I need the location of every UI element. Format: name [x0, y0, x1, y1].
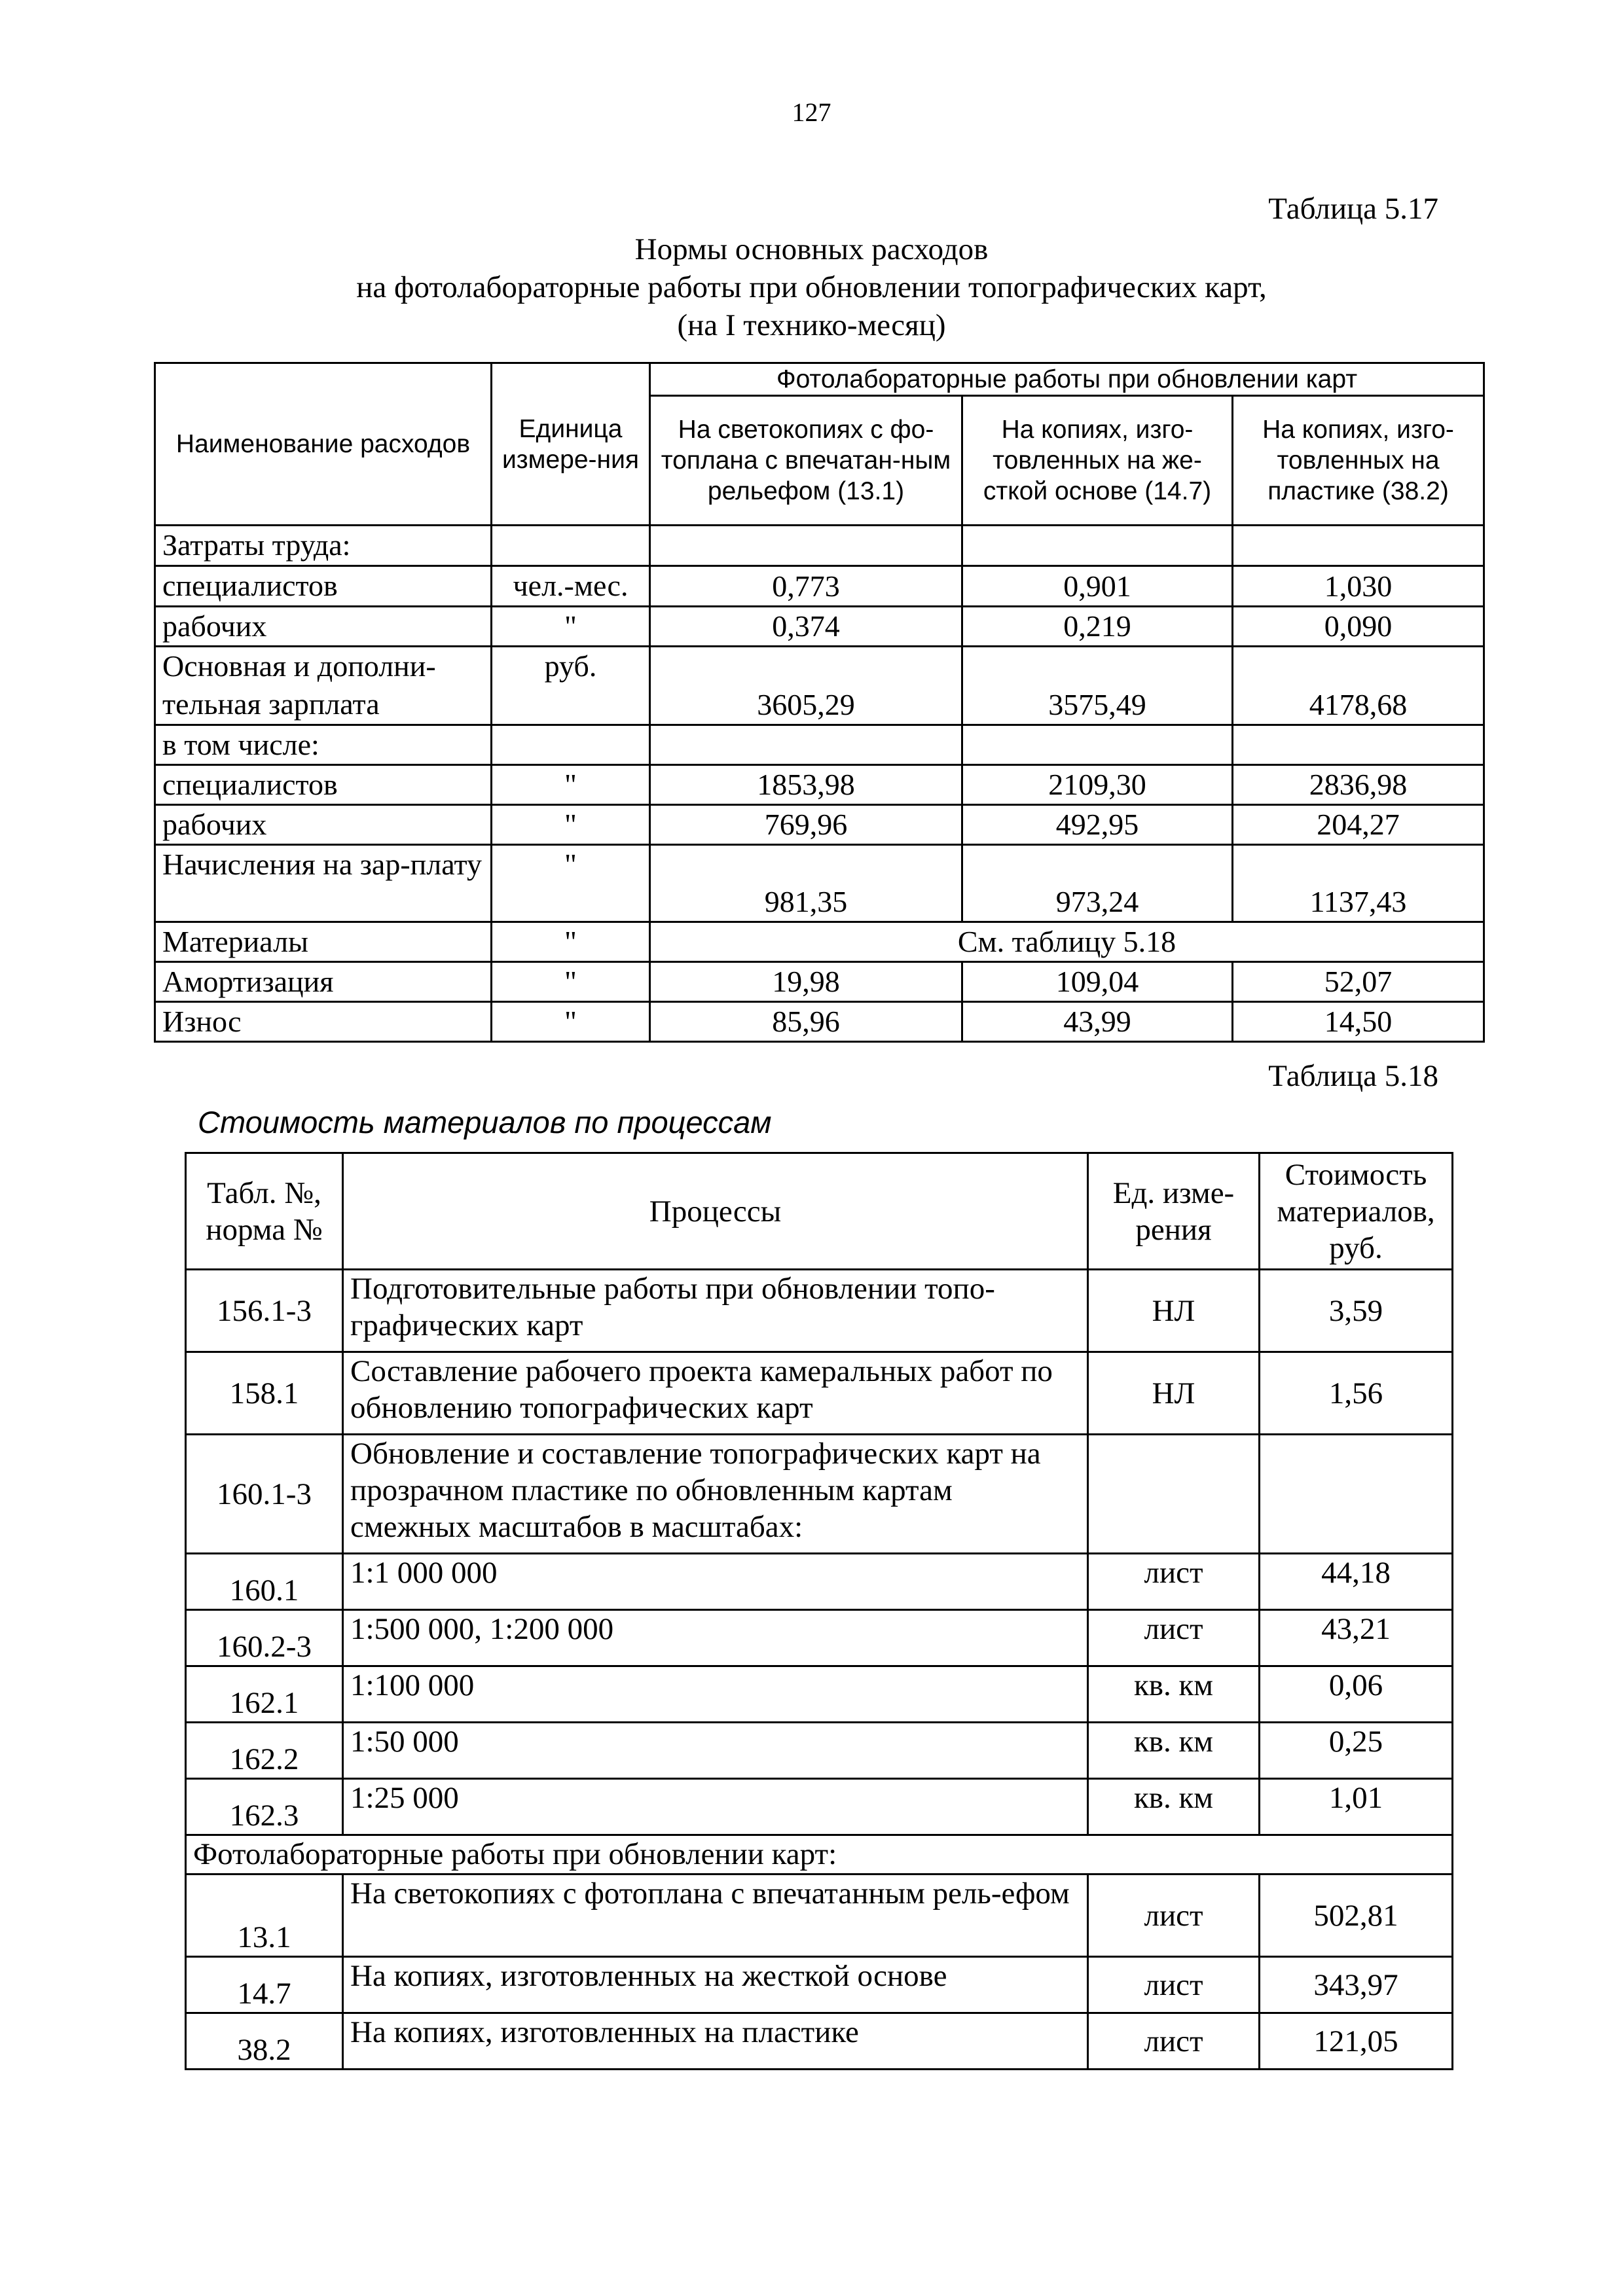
table-header-row	[155, 363, 1484, 396]
header-col2: На копиях, изго-товленных на же-сткой основе (14.7)	[962, 396, 1233, 526]
row-value-col2: 0,219	[962, 607, 1233, 647]
row-code: 160.1	[186, 1554, 343, 1610]
table-row	[186, 1554, 1453, 1610]
row-value-col3	[1233, 526, 1484, 566]
row-code: 13.1	[186, 1874, 343, 1957]
row-cost: 43,21	[1260, 1610, 1453, 1666]
row-code: 160.1-3	[186, 1435, 343, 1554]
row-process: 1:25 000	[343, 1779, 1088, 1835]
row-value-col2	[962, 725, 1233, 765]
row-code: 162.2	[186, 1723, 343, 1779]
row-value-col3: 4178,68	[1233, 647, 1484, 725]
row-code: 160.2-3	[186, 1610, 343, 1666]
row-name: Затраты труда:	[155, 526, 492, 566]
row-cost: 0,25	[1260, 1723, 1453, 1779]
row-unit: лист	[1088, 2013, 1260, 2070]
row-unit: "	[492, 922, 650, 962]
row-cost: 3,59	[1260, 1270, 1453, 1352]
row-name: специалистов	[155, 765, 492, 805]
row-code: 38.2	[186, 2013, 343, 2070]
row-unit: кв. км	[1088, 1779, 1260, 1835]
row-unit: кв. км	[1088, 1723, 1260, 1779]
table-5-18-label: Таблица 5.18	[1268, 1059, 1438, 1093]
table-row	[186, 1874, 1453, 1957]
table-row	[186, 1270, 1453, 1352]
row-code: 162.3	[186, 1779, 343, 1835]
table-row	[155, 805, 1484, 845]
row-cost: 0,06	[1260, 1666, 1453, 1723]
row-value-col2: 973,24	[962, 845, 1233, 922]
table-row	[155, 647, 1484, 725]
title-line: (на I технико-месяц)	[677, 308, 946, 342]
row-code: 14.7	[186, 1957, 343, 2013]
table-5-17-label: Таблица 5.17	[1268, 192, 1438, 226]
row-cost: 44,18	[1260, 1554, 1453, 1610]
row-code: 156.1-3	[186, 1270, 343, 1352]
row-value-col1	[650, 526, 962, 566]
row-code: 162.1	[186, 1666, 343, 1723]
row-unit: "	[492, 845, 650, 922]
table-row	[186, 1610, 1453, 1666]
row-merged-value: См. таблицу 5.18	[650, 922, 1484, 962]
row-value-col1: 3605,29	[650, 647, 962, 725]
row-code: 158.1	[186, 1352, 343, 1435]
row-unit: кв. км	[1088, 1666, 1260, 1723]
table-row	[155, 765, 1484, 805]
table-5-17-title	[0, 230, 1623, 344]
row-value-col2: 109,04	[962, 962, 1233, 1002]
header-process: Процессы	[343, 1153, 1088, 1270]
row-value-col3: 204,27	[1233, 805, 1484, 845]
row-value-col2: 2109,30	[962, 765, 1233, 805]
table-row	[186, 1352, 1453, 1435]
row-cost: 343,97	[1260, 1957, 1453, 2013]
row-name: рабочих	[155, 607, 492, 647]
row-name: Основная и дополни-тельная зарплата	[155, 647, 492, 725]
header-col1: На светокопиях с фо-топлана с впечатан-ным рельефом (13.1)	[650, 396, 962, 526]
row-value-col3: 14,50	[1233, 1002, 1484, 1042]
table-section-row	[186, 1835, 1453, 1874]
row-cost	[1260, 1435, 1453, 1554]
row-value-col3: 1137,43	[1233, 845, 1484, 922]
row-unit: чел.-мес.	[492, 566, 650, 607]
row-name: Материалы	[155, 922, 492, 962]
row-value-col2: 0,901	[962, 566, 1233, 607]
table-row	[186, 2013, 1453, 2070]
row-unit: НЛ	[1088, 1352, 1260, 1435]
row-name: Износ	[155, 1002, 492, 1042]
row-value-col1: 981,35	[650, 845, 962, 922]
table-5-17	[154, 362, 1485, 1043]
row-unit: руб.	[492, 647, 650, 725]
header-code: Табл. №, норма №	[186, 1153, 343, 1270]
row-value-col2: 43,99	[962, 1002, 1233, 1042]
header-unit: Единица измере-ния	[492, 363, 650, 526]
row-process: Обновление и составление топографических карт на прозрачном пластике по обновленным картам смежных масштабов в масштабах:	[343, 1435, 1088, 1554]
table-row	[155, 725, 1484, 765]
table-5-18-body	[186, 1270, 1453, 2070]
header-group: Фотолабораторные работы при обновлении карт	[650, 363, 1484, 396]
header-unit: Ед. изме-рения	[1088, 1153, 1260, 1270]
row-name: рабочих	[155, 805, 492, 845]
row-unit: "	[492, 765, 650, 805]
row-cost: 502,81	[1260, 1874, 1453, 1957]
row-value-col1: 85,96	[650, 1002, 962, 1042]
row-value-col3: 0,090	[1233, 607, 1484, 647]
row-value-col1: 0,374	[650, 607, 962, 647]
row-value-col3: 2836,98	[1233, 765, 1484, 805]
table-row	[155, 962, 1484, 1002]
row-value-col2: 492,95	[962, 805, 1233, 845]
row-unit: "	[492, 607, 650, 647]
row-name: специалистов	[155, 566, 492, 607]
row-unit: лист	[1088, 1874, 1260, 1957]
row-process: 1:50 000	[343, 1723, 1088, 1779]
table-row	[186, 1435, 1453, 1554]
table-row	[155, 1002, 1484, 1042]
row-unit	[492, 725, 650, 765]
title-line: Нормы основных расходов	[634, 232, 989, 266]
row-process: Составление рабочего проекта камеральных работ по обновлению топографических карт	[343, 1352, 1088, 1435]
row-value-col1: 19,98	[650, 962, 962, 1002]
row-process: На светокопиях с фотоплана с впечатанным рель-ефом	[343, 1874, 1088, 1957]
header-cost: Стоимость материалов, руб.	[1260, 1153, 1453, 1270]
row-process: На копиях, изготовленных на пластике	[343, 2013, 1088, 2070]
row-cost: 1,56	[1260, 1352, 1453, 1435]
table-row	[186, 1723, 1453, 1779]
table-row	[155, 607, 1484, 647]
table-row	[186, 1779, 1453, 1835]
page-number: 127	[792, 98, 831, 127]
row-value-col1	[650, 725, 962, 765]
table-row	[186, 1957, 1453, 2013]
row-process: 1:100 000	[343, 1666, 1088, 1723]
row-unit: лист	[1088, 1957, 1260, 2013]
section-label: Фотолабораторные работы при обновлении карт:	[186, 1835, 1453, 1874]
row-unit: лист	[1088, 1554, 1260, 1610]
row-process: Подготовительные работы при обновлении топо-графических карт	[343, 1270, 1088, 1352]
row-process: 1:1 000 000	[343, 1554, 1088, 1610]
row-unit	[1088, 1435, 1260, 1554]
table-row	[155, 845, 1484, 922]
row-cost: 1,01	[1260, 1779, 1453, 1835]
row-unit: "	[492, 1002, 650, 1042]
table-5-18	[185, 1152, 1453, 2070]
header-col3: На копиях, изго-товленных на пластике (38.2)	[1233, 396, 1484, 526]
table-row	[155, 566, 1484, 607]
table-row	[186, 1666, 1453, 1723]
row-value-col1: 1853,98	[650, 765, 962, 805]
row-process: 1:500 000, 1:200 000	[343, 1610, 1088, 1666]
header-name: Наименование расходов	[155, 363, 492, 526]
row-unit: "	[492, 805, 650, 845]
row-value-col2	[962, 526, 1233, 566]
row-name: Начисления на зар-плату	[155, 845, 492, 922]
row-value-col3: 52,07	[1233, 962, 1484, 1002]
row-value-col1: 769,96	[650, 805, 962, 845]
row-value-col3	[1233, 725, 1484, 765]
table-header-row	[186, 1153, 1453, 1270]
row-unit	[492, 526, 650, 566]
row-name: в том числе:	[155, 725, 492, 765]
row-value-col3: 1,030	[1233, 566, 1484, 607]
table-row	[155, 526, 1484, 566]
table-5-18-title: Стоимость материалов по процессам	[198, 1105, 772, 1139]
row-unit: НЛ	[1088, 1270, 1260, 1352]
title-line: на фотолабораторные работы при обновлении топографических карт,	[356, 270, 1267, 304]
row-unit: "	[492, 962, 650, 1002]
row-unit: лист	[1088, 1610, 1260, 1666]
row-value-col1: 0,773	[650, 566, 962, 607]
row-value-col2: 3575,49	[962, 647, 1233, 725]
table-row	[155, 922, 1484, 962]
row-name: Амортизация	[155, 962, 492, 1002]
table-5-17-body	[155, 526, 1484, 1042]
row-cost: 121,05	[1260, 2013, 1453, 2070]
row-process: На копиях, изготовленных на жесткой основе	[343, 1957, 1088, 2013]
